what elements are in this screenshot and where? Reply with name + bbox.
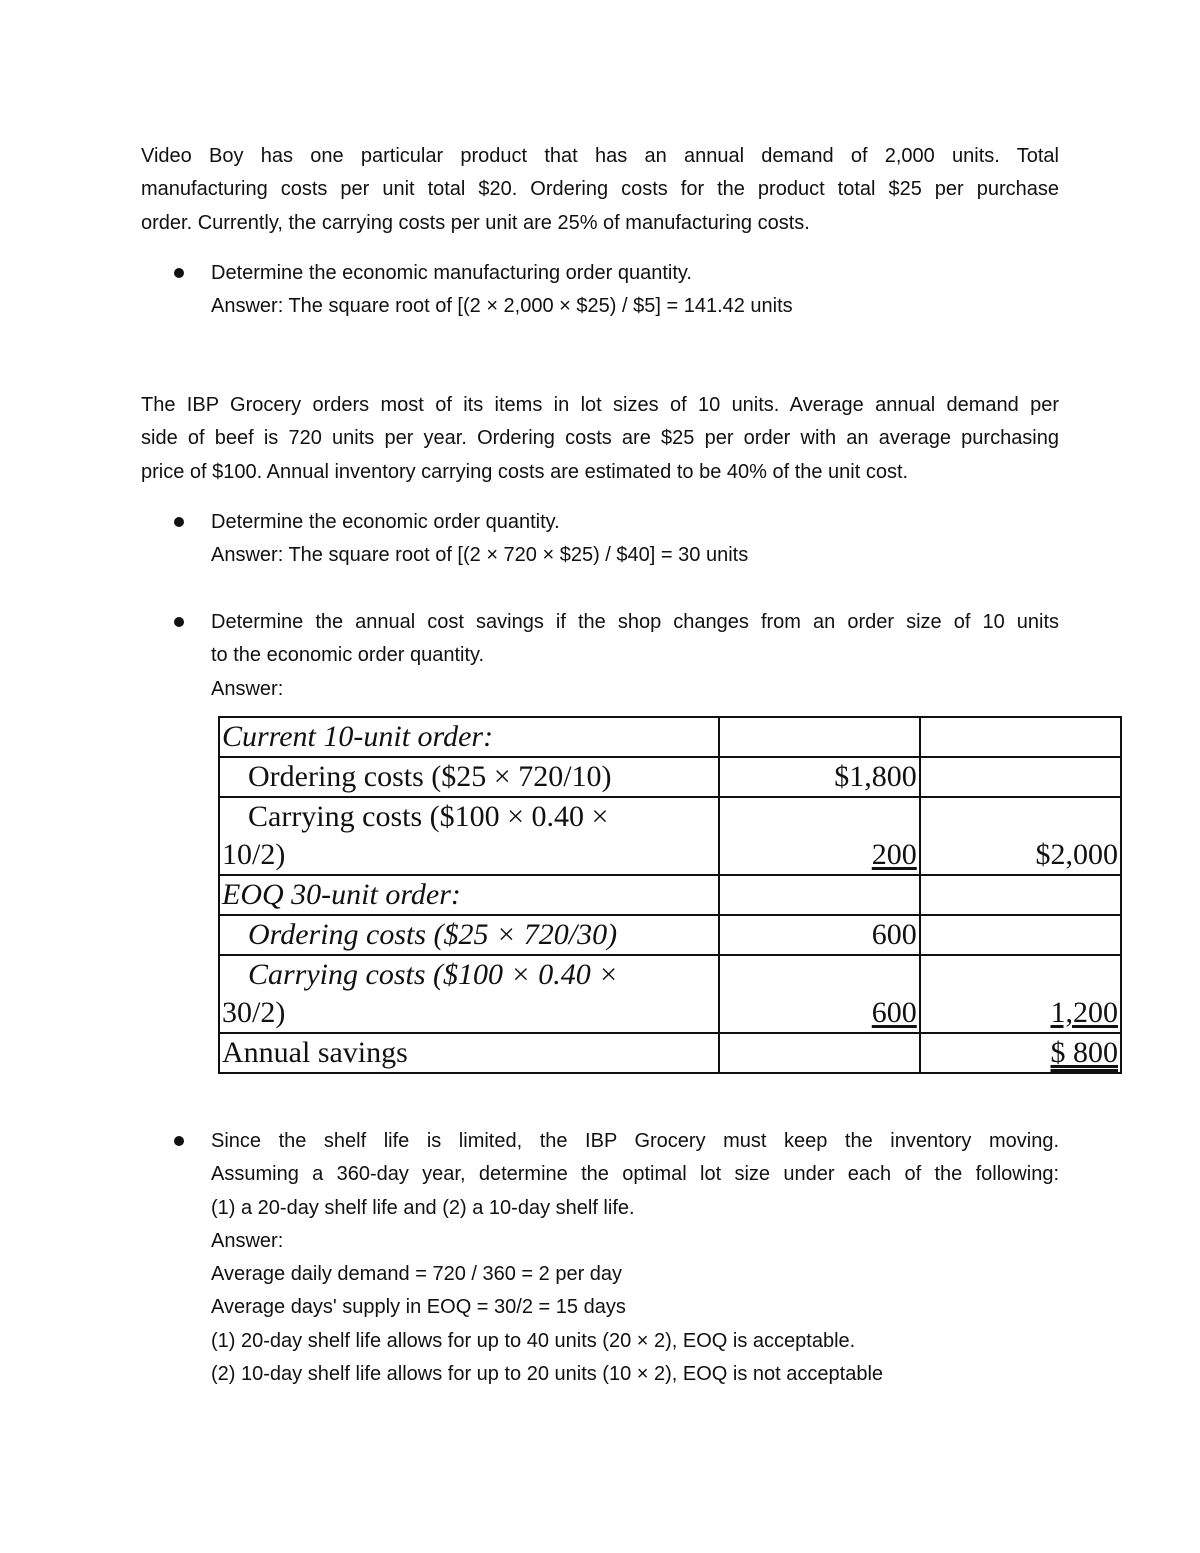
problem2-q3 [211,1125,1059,1391]
problem1-q1 [211,257,1059,324]
problem1-intro-line-2: manufacturing costs per unit total $20. Ordering costs for the product total $25 per purchase [141,178,1059,201]
current-ordering-label-cell [219,757,719,797]
eoq-total-cell [920,955,1121,1033]
eoq-ordering-label-cell [219,915,719,955]
table-row [219,875,1121,915]
problem2-q3-answer-line-5: (2) 10-day shelf life allows for up to 20 units (10 × 2), EOQ is not acceptable [211,1363,884,1386]
problem1-intro [141,140,1059,240]
current-ordering-value: $1,800 [719,757,920,797]
bullet-icon [174,617,184,627]
problem2-q2-question-line-1: Determine the annual cost savings if the shop changes from an order size of 10 units [211,611,1059,633]
eoq-ordering-label: Ordering costs ($25 × 720/30) [248,918,618,951]
eoq-order-header: EOQ 30-unit order: [219,875,719,915]
problem2-q3-answer-line-3: Average days' supply in EOQ = 30/2 = 15 days [211,1296,626,1319]
problem2-q3-answer-line-4: (1) 20-day shelf life allows for up to 40 units (20 × 2), EOQ is acceptable. [211,1329,856,1352]
bullet-icon [174,1136,184,1146]
eoq-carrying-label-1: Carrying costs ($100 × 0.40 × [248,958,619,991]
problem2-intro-line-3: price of $100. Annual inventory carrying costs are estimated to be 40% of the unit cost. [141,460,909,483]
problem2-q3-question-line-1: Since the shelf life is limited, the IBP Grocery must keep the inventory moving. [211,1130,1059,1152]
eoq-ordering-value: 600 [719,915,920,955]
problem2-q3-question-line-3: (1) a 20-day shelf life and (2) a 10-day shelf life. [211,1196,635,1219]
current-order-header: Current 10-unit order: [219,717,719,757]
current-carrying-label-1: Carrying costs ($100 × 0.40 × [248,800,609,833]
current-carrying-value: 200 [871,838,917,871]
problem1-q1-answer: Answer: The square root of [(2 × 2,000 × $25) / $5] = 141.42 units [211,295,793,318]
problem2-intro [141,389,1059,489]
problem2-intro-line-2: side of beef is 720 units per year. Ordering costs are $25 per order with an average purchasing [141,427,1059,450]
current-total: $2,000 [920,797,1121,875]
current-ordering-label: Ordering costs ($25 × 720/10) [248,760,612,793]
problem2-q2 [211,606,1059,706]
table-row [219,1033,1121,1073]
problem2-q3-answer-line-2: Average daily demand = 720 / 360 = 2 per day [211,1263,623,1286]
eoq-carrying-label-cell [219,955,719,1033]
empty-cell [719,1033,920,1073]
problem2-q1-question: Determine the economic order quantity. [211,511,560,533]
eoq-carrying-value: 600 [871,996,917,1029]
eoq-carrying-label-2: 30/2) [222,996,286,1029]
eoq-carrying-value-cell [719,955,920,1033]
table-row [219,757,1121,797]
empty-cell [920,717,1121,757]
problem1-q1-question: Determine the economic manufacturing order quantity. [211,262,692,284]
table-row [219,915,1121,955]
problem2-q1 [211,506,1059,573]
problem2-q2-question-line-2: to the economic order quantity. [211,644,485,667]
table-row [219,955,1121,1033]
table-row [219,717,1121,757]
empty-cell [920,915,1121,955]
eoq-total: 1,200 [1050,996,1118,1029]
annual-savings-label: Annual savings [219,1033,719,1073]
problem2-q3-answer-line-1: Answer: [211,1229,284,1252]
empty-cell [719,875,920,915]
empty-cell [920,757,1121,797]
problem1-intro-line-3: order. Currently, the carrying costs per unit are 25% of manufacturing costs. [141,211,810,234]
annual-savings-value-cell [920,1033,1121,1073]
problem2-q3-question-line-2: Assuming a 360-day year, determine the optimal lot size under each of the following: [211,1163,1059,1186]
table-row [219,797,1121,875]
current-carrying-label-2: 10/2) [222,838,286,871]
annual-savings-table [218,716,1122,1074]
current-carrying-label-cell [219,797,719,875]
problem1-intro-line-1: Video Boy has one particular product that has an annual demand of 2,000 units. Total [141,145,1059,167]
bullet-icon [174,268,184,278]
bullet-icon [174,517,184,527]
problem2-q2-answer-label: Answer: [211,677,284,700]
empty-cell [920,875,1121,915]
problem2-intro-line-1: The IBP Grocery orders most of its items in lot sizes of 10 units. Average annual demand per [141,394,1059,416]
problem2-q1-answer: Answer: The square root of [(2 × 720 × $25) / $40] = 30 units [211,544,749,567]
empty-cell [719,717,920,757]
annual-savings-value: $ 800 [1050,1036,1118,1069]
current-carrying-value-cell [719,797,920,875]
